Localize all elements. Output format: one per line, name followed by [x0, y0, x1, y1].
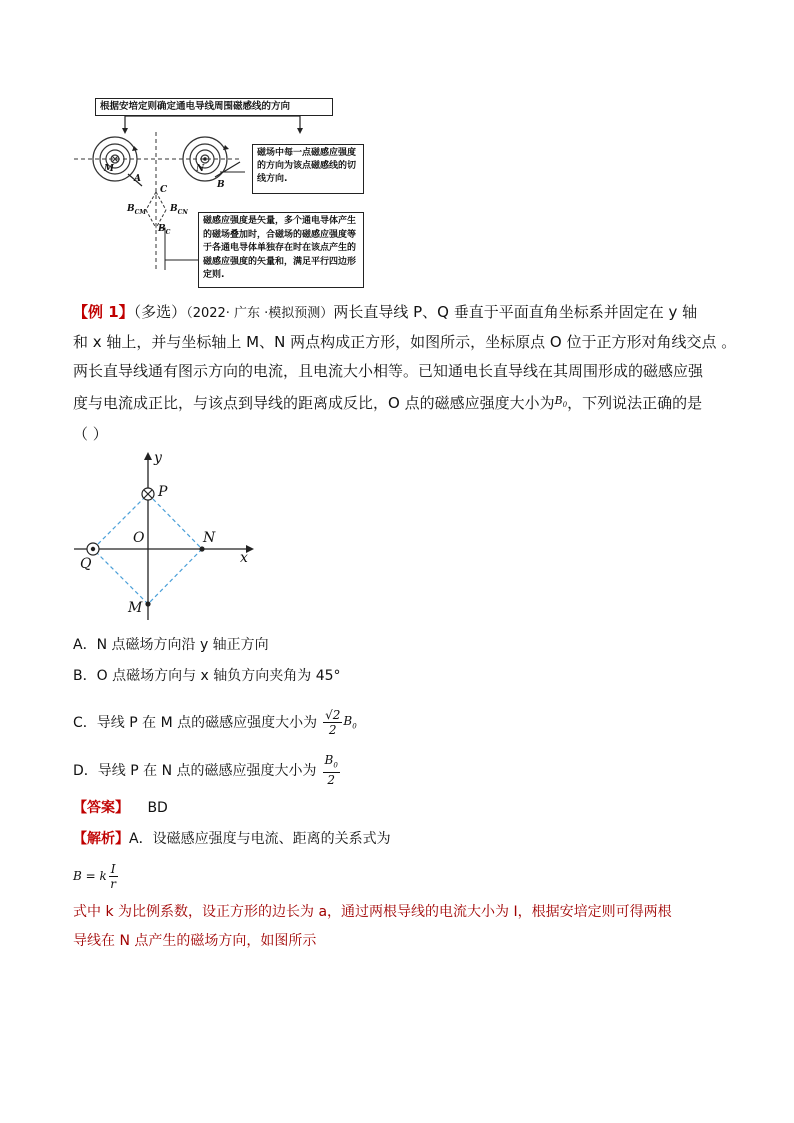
example-line-2: 和 x 轴上，并与坐标轴上 M、N 两点构成正方形，如图所示，坐标原点 O 位于正方形对角线交点 。 — [73, 333, 737, 351]
point-Q-label: Q — [80, 556, 92, 572]
label-BC-main: B — [158, 224, 166, 234]
point-O-label: O — [133, 530, 145, 546]
option-c-tail — [343, 714, 356, 730]
tangent-note-box — [252, 144, 364, 194]
option-c-fraction — [323, 708, 342, 737]
title-box — [95, 98, 333, 116]
label-BCN-sub: CN — [177, 208, 188, 216]
answer-label: 【答案】 — [73, 800, 129, 816]
example-B0-sub: 0 — [562, 401, 568, 410]
label-BCN-main: B — [170, 204, 178, 214]
coordinate-diagram — [70, 450, 260, 620]
example-line-3: 两长直导线通有图示方向的电流，且电流大小相等。已知通电长直导线在其周围形成的磁感应强 — [73, 362, 704, 380]
answer-line — [73, 797, 168, 817]
option-c-num: √2 — [325, 707, 341, 722]
analysis-formula — [73, 860, 118, 892]
analysis-line-2: 导线在 N 点产生的磁场方向，如图所示 — [73, 933, 317, 949]
option-b: B．O 点磁场方向与 x 轴负方向夹角为 45° — [73, 668, 341, 684]
label-BCM-main: B — [127, 204, 135, 214]
label-BCN — [170, 204, 188, 216]
example-question — [73, 298, 737, 449]
example-line-4 — [73, 386, 723, 420]
example-B0-main: B — [554, 394, 563, 407]
analysis-body — [73, 898, 723, 956]
point-N-label: N — [203, 530, 216, 546]
coordinate-figure — [70, 450, 260, 620]
option-d-text: D．导线 P 在 N 点的磁感应强度大小为 — [73, 763, 317, 779]
option-a: A．N 点磁场方向沿 y 轴正方向 — [73, 637, 269, 653]
tangent-note-text: 磁场中每一点磁感应强度的方向为该点磁感线的切线方向. — [257, 148, 357, 184]
analysis-intro — [73, 828, 391, 848]
option-d-num — [323, 753, 340, 773]
vector-note-box — [198, 212, 364, 288]
example-source: （2022· 广东 ·模拟预测） — [186, 306, 334, 321]
option-d-fraction — [323, 753, 340, 787]
option-c-den: 2 — [328, 722, 337, 737]
label-B: B — [217, 180, 225, 190]
option-d-num-main: B — [324, 752, 334, 767]
example-line4b: ，下列说法正确的是 — [567, 394, 703, 412]
label-M: M — [104, 164, 114, 174]
option-d — [73, 750, 340, 790]
vector-note-text: 磁感应强度是矢量，多个通电导体产生的磁场叠加时，合磁场的磁感应强度等于各通电导体单独存在时在该点产生的磁感应强度的矢量和，满足平行四边形定则. — [203, 216, 357, 280]
example-tag: 【例 1】 — [73, 303, 134, 321]
example-line-5: （ ） — [73, 425, 108, 444]
formula-den: r — [110, 876, 117, 891]
example-line-1 — [73, 298, 723, 328]
label-BC — [158, 224, 170, 236]
label-A: A — [134, 174, 141, 184]
example-line1-text: 两长直导线 P、Q 垂直于平面直角坐标系并固定在 y 轴 — [333, 303, 698, 321]
label-BCM-sub: CM — [134, 208, 147, 216]
formula-lhs: B = k — [73, 869, 107, 883]
analysis-label: 【解析】 — [73, 831, 129, 847]
example-line4a: 度与电流成正比，与该点到导线的距离成反比，O 点的磁感应强度大小为 — [73, 394, 555, 412]
label-N: N — [196, 164, 205, 174]
point-P-label: P — [158, 484, 168, 500]
answer-value: BD — [147, 800, 168, 816]
point-M-label: M — [128, 600, 143, 616]
axis-x-label: x — [240, 550, 248, 566]
option-c-tail-main: B — [343, 713, 353, 728]
formula-num: I — [110, 861, 116, 876]
example-multi: （多选） — [133, 303, 187, 321]
label-BCM — [127, 204, 146, 216]
option-c-tail-sub: 0 — [352, 722, 357, 731]
formula-fraction — [109, 862, 118, 891]
title-box-text: 根据安培定则确定通电导线周围磁感线的方向 — [100, 101, 291, 112]
analysis-line-1: 式中 k 为比例系数，设正方形的边长为 a，通过两根导线的电流大小为 I，根据安培定则可得两根 — [73, 904, 672, 920]
label-C: C — [160, 185, 168, 195]
option-c-text: C．导线 P 在 M 点的磁感应强度大小为 — [73, 715, 318, 731]
option-c — [73, 698, 357, 746]
analysis-intro-text: A．设磁感应强度与电流、距离的关系式为 — [129, 831, 391, 847]
label-BC-sub: C — [165, 228, 171, 236]
option-d-num-sub: 0 — [333, 761, 338, 770]
option-d-den: 2 — [327, 773, 335, 788]
axis-y-label: y — [154, 450, 162, 466]
example-B0 — [554, 394, 568, 410]
ampere-rule-diagram — [70, 92, 370, 292]
